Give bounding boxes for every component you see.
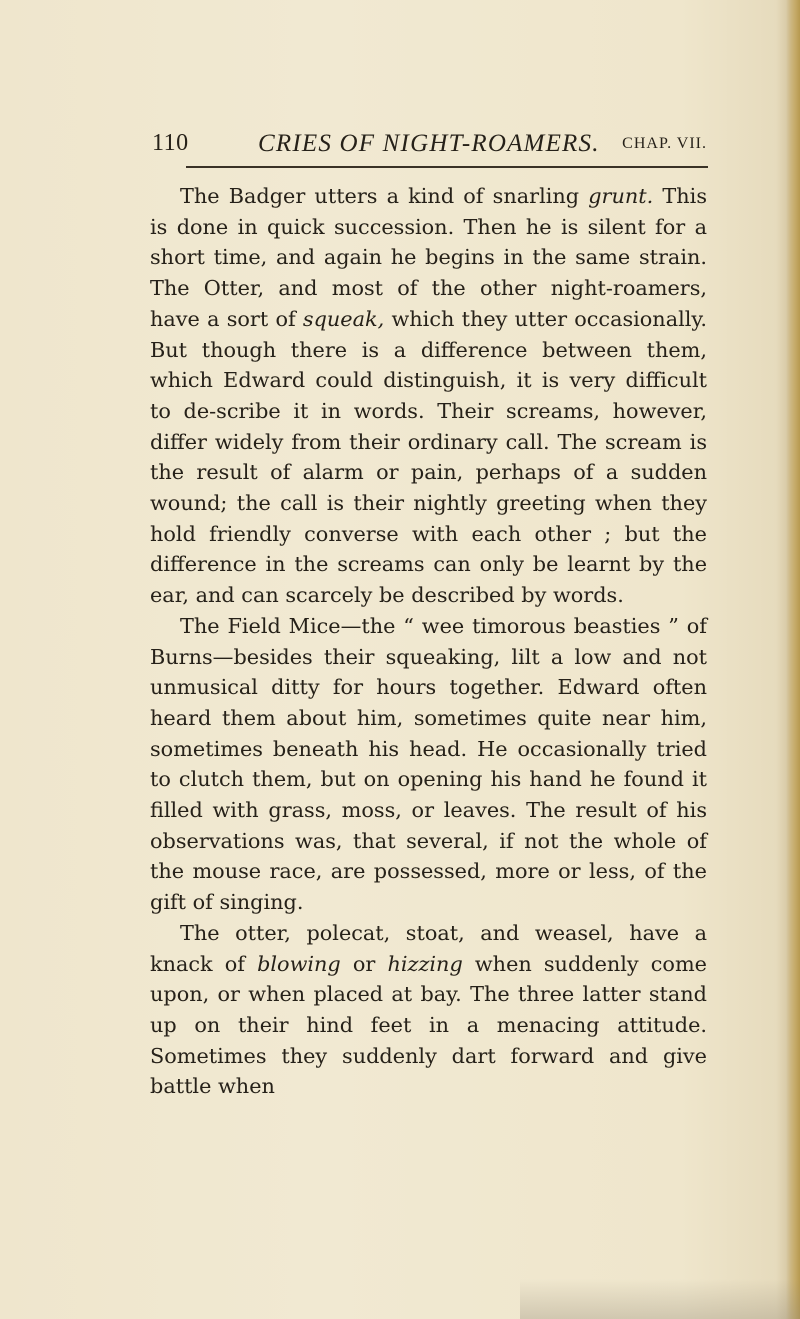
- running-header: [152, 130, 707, 164]
- page-shadow: [520, 1279, 800, 1319]
- paragraph-otter: The otter, polecat, stoat, and weasel, have a knack of blowing or hizzing when suddenly come upon, or when placed at bay. The three latter stand up on their hind feet in a menacing attitude. Sometimes they suddenly dart forward and give battle when: [150, 920, 707, 1099]
- body-text: [150, 181, 707, 1102]
- page-edge: [786, 0, 800, 1319]
- page-number: 110: [152, 130, 189, 156]
- chapter-label: CHAP. VII.: [622, 135, 707, 152]
- italic-term: squeak,: [302, 306, 385, 331]
- paragraph-field-mice: The Field Mice—the “ wee timorous beasties ” of Burns—besides their squeaking, lilt a low and not unmusical ditty for hours together. Edward often heard them about him, sometimes quite near him, sometimes beneath his head. He occasionally tried to clutch them, but on opening his hand he found it filled with grass, moss, or leaves. The result of his observations was, that several, if not the whole of the mouse race, are possessed, more or less, of the gift of singing.: [150, 613, 707, 915]
- header-rule: [186, 166, 708, 168]
- italic-term: hizzing: [387, 951, 463, 976]
- italic-term: grunt.: [588, 184, 654, 208]
- running-title: CRIES OF NIGHT-ROAMERS.: [258, 130, 600, 157]
- paragraph-badger: The Badger utters a kind of snarling grunt. This is done in quick succession. Then he is silent for a short time, and again he begins in the same strain. The Otter, and most of the other night-roamers, have a sort of squeak, which they utter occasionally. But though there is a difference between them, which Edward could distinguish, it is very difficult to de-scribe it in words. Their screams, however, differ widely from their ordinary call. The scream is the result of alarm or pain, perhaps of a sudden wound; the call is their nightly greeting when they hold friendly converse with each other ; but the difference in the screams can only be learnt by the ear, and can scarcely be described by words.: [150, 184, 707, 608]
- italic-term: blowing: [257, 951, 341, 976]
